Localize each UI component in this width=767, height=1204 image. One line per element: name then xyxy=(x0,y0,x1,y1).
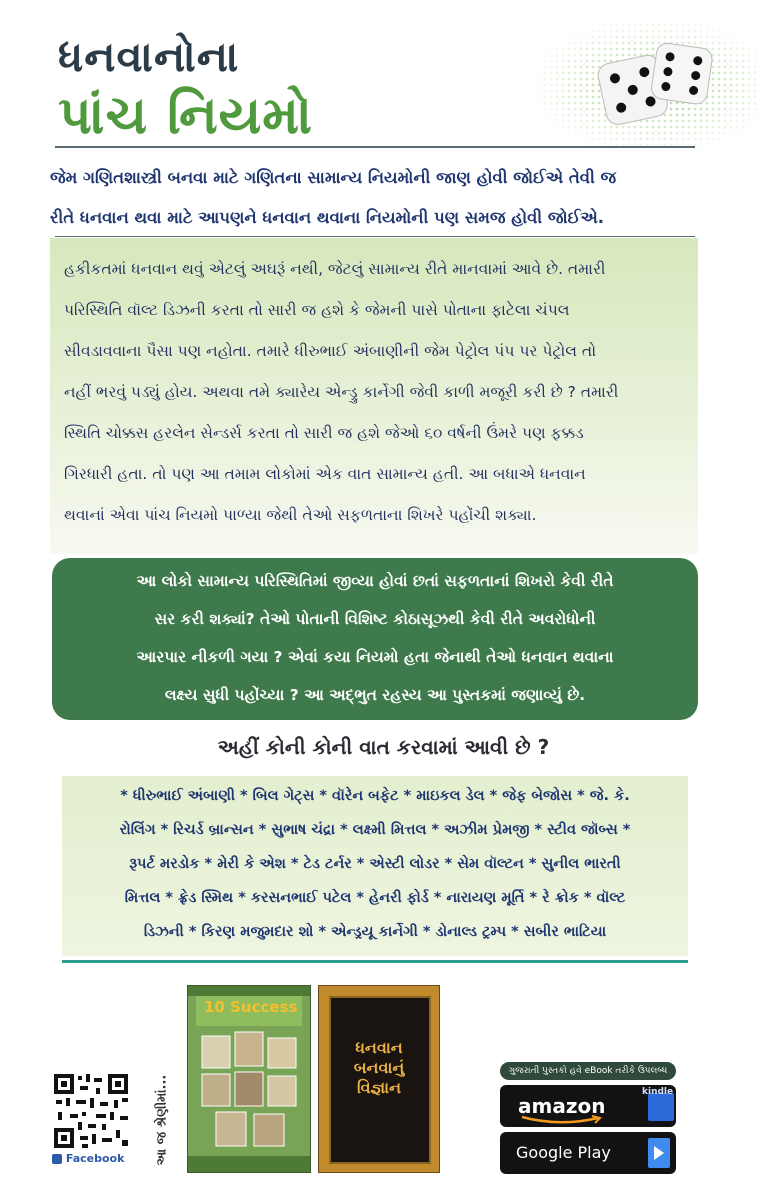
book1-badge: 10 Success xyxy=(204,998,298,1016)
body-line: હકીકતમાં ધનવાન થવું એટલું અઘરૂં નથી, જેટલું સામાન્ય રીતે માનવામાં આવે છે. તમારી xyxy=(64,260,606,278)
book2-title-line: ધનવાન xyxy=(355,1038,403,1057)
intro-line: જેમ ગણિતશાસ્ત્રી બનવા માટે ગણિતના સામાન્ય નિયમોની જાણ હોવી જોઈએ તેવી જ xyxy=(50,168,617,187)
body-line: નહીં ભરવું પડ્યું હોય. અથવા તમે ક્યારેય એન્ડ્રુ કાર્નેગી જેવી કાળી મજૂરી કરી છે ? તમારી xyxy=(64,383,619,401)
highlight-line: આ લોકો સામાન્ય પરિસ્થિતિમાં જીવ્યા હોવાં છતાં સફળતાનાં શિખરો કેવી રીતે xyxy=(136,572,614,590)
people-line: * ધીરુભાઈ અંબાણી * બિલ ગેટ્સ * વૉરેન બફેટ * માઇકલ ડેલ * જેફ બેજોસ * જે. કે. xyxy=(120,788,630,804)
book2-title-line: બનવાનું xyxy=(353,1058,405,1077)
body-line: થવાનાં એવા પાંચ નિયમો પાળ્યા જેથી તેઓ સફળતાના શિખરે પહોંચી શક્યા. xyxy=(64,506,537,524)
body-text-box xyxy=(50,238,698,554)
highlight-line: લક્ષ્ય સુધી પહોંચ્યા ? આ અદ્ભુત રહસ્ય આ પુસ્તકમાં જણાવ્યું છે. xyxy=(164,686,586,704)
highlight-line: સર કરી શક્યાં? તેઓ પોતાની વિશિષ્ટ કોઠાસૂઝથી કેવી રીતે અવરોધોની xyxy=(154,610,596,628)
body-line: સીવડાવવાના પૈસા પણ નહોતા. તમારે ધીરુભાઈ અંબાણીની જેમ પેટ્રોલ પંપ પર પેટ્રોલ તો xyxy=(64,342,597,360)
intro-line: રીતે ધનવાન થવા માટે આપણને ધનવાન થવાના નિયમોની પણ સમજ હોવી જોઈએ. xyxy=(50,208,604,227)
gplay-label: Google Play xyxy=(516,1143,611,1162)
title-line-1: ધનવાનોના xyxy=(58,32,240,81)
people-list xyxy=(62,776,688,956)
amazon-smile-icon xyxy=(520,1115,604,1125)
series-label xyxy=(150,1070,174,1170)
body-line: પરિસ્થિતિ વૉલ્ટ ડિઝની કરતા તો સારી જ હશે કે જેમની પાસે પોતાના ફાટેલા ચંપલ xyxy=(64,301,570,319)
header-divider xyxy=(55,146,695,148)
highlight-line: આરપાર નીકળી ગયા ? એવાં કયા નિયમો હતા જેનાથી તેઓ ધનવાન થવાના xyxy=(136,648,614,666)
amazon-kindle-button[interactable] xyxy=(500,1085,676,1127)
footer-divider xyxy=(62,960,688,963)
facebook-like-label[interactable] xyxy=(52,1152,132,1165)
amazon-label: amazon xyxy=(518,1094,606,1118)
thumbs-up-icon xyxy=(52,1154,62,1164)
google-play-button[interactable] xyxy=(500,1132,676,1174)
title-line-2: પાંચ નિયમો xyxy=(58,86,313,146)
people-line: રૂપર્ટ મરડોક * મેરી કે એશ * ટેડ ટર્નર * એસ્ટી લોડર * સેમ વૉલ્ટન * સુનીલ ભારતી xyxy=(129,856,621,872)
people-line: રોલિંગ * રિચર્ડ બ્રાન્સન * સુભાષ ચંદ્રા * લક્ષ્મી મિત્તલ * અઝીમ પ્રેમજી * સ્ટીવ જૉબ્સ * xyxy=(119,822,631,838)
intro-text xyxy=(50,158,710,238)
people-line: ડિઝની * કિરણ મજુમદાર શો * એન્ડ્રયૂ કાર્નેગી * ડોનાલ્ડ ટ્રમ્પ * સબીર ભાટિયા xyxy=(143,924,607,940)
series-label-text: આ જ શ્રેણીમાં... xyxy=(154,1074,170,1166)
people-line: મિત્તલ * ફ્રેડ સ્મિથ * કરસનભાઈ પટેલ * હેનરી ફોર્ડ * નારાયણ મૂર્તિ * રે ક્રોક * વૉલ્ટ xyxy=(124,890,626,906)
qr-code[interactable] xyxy=(52,1072,130,1150)
facebook-label-text: Facebook xyxy=(65,1152,125,1165)
dice-illustration xyxy=(518,22,758,150)
body-line: સ્થિતિ ચોક્કસ હરલેન સેન્ડર્સ કરતા તો સારી જ હશે જેઓ ૬૦ વર્ષની ઉંમરે પણ ફક્કડ xyxy=(64,424,584,442)
intro-divider xyxy=(55,236,695,237)
book2-title xyxy=(331,1038,427,1098)
book-cover-dhanvan[interactable] xyxy=(318,985,440,1173)
body-line: ગિરધારી હતા. તો પણ આ તમામ લોકોમાં એક વાત સામાન્ય હતી. આ બધાએ ધનવાન xyxy=(64,465,586,483)
kindle-label: kindle xyxy=(642,1087,674,1097)
ebook-notice: ગુજરાતી પુસ્તકો હવે eBook તરીકે ઉપલબ્ધ xyxy=(500,1062,676,1080)
book-cover-10-success[interactable] xyxy=(187,985,311,1173)
book2-title-line: વિજ્ઞાન xyxy=(356,1078,402,1097)
page-header xyxy=(58,22,708,150)
google-play-books-icon xyxy=(648,1138,670,1168)
highlight-box xyxy=(52,558,698,720)
people-heading: અહીં કોની કોની વાત કરવામાં આવી છે ? xyxy=(217,735,550,759)
